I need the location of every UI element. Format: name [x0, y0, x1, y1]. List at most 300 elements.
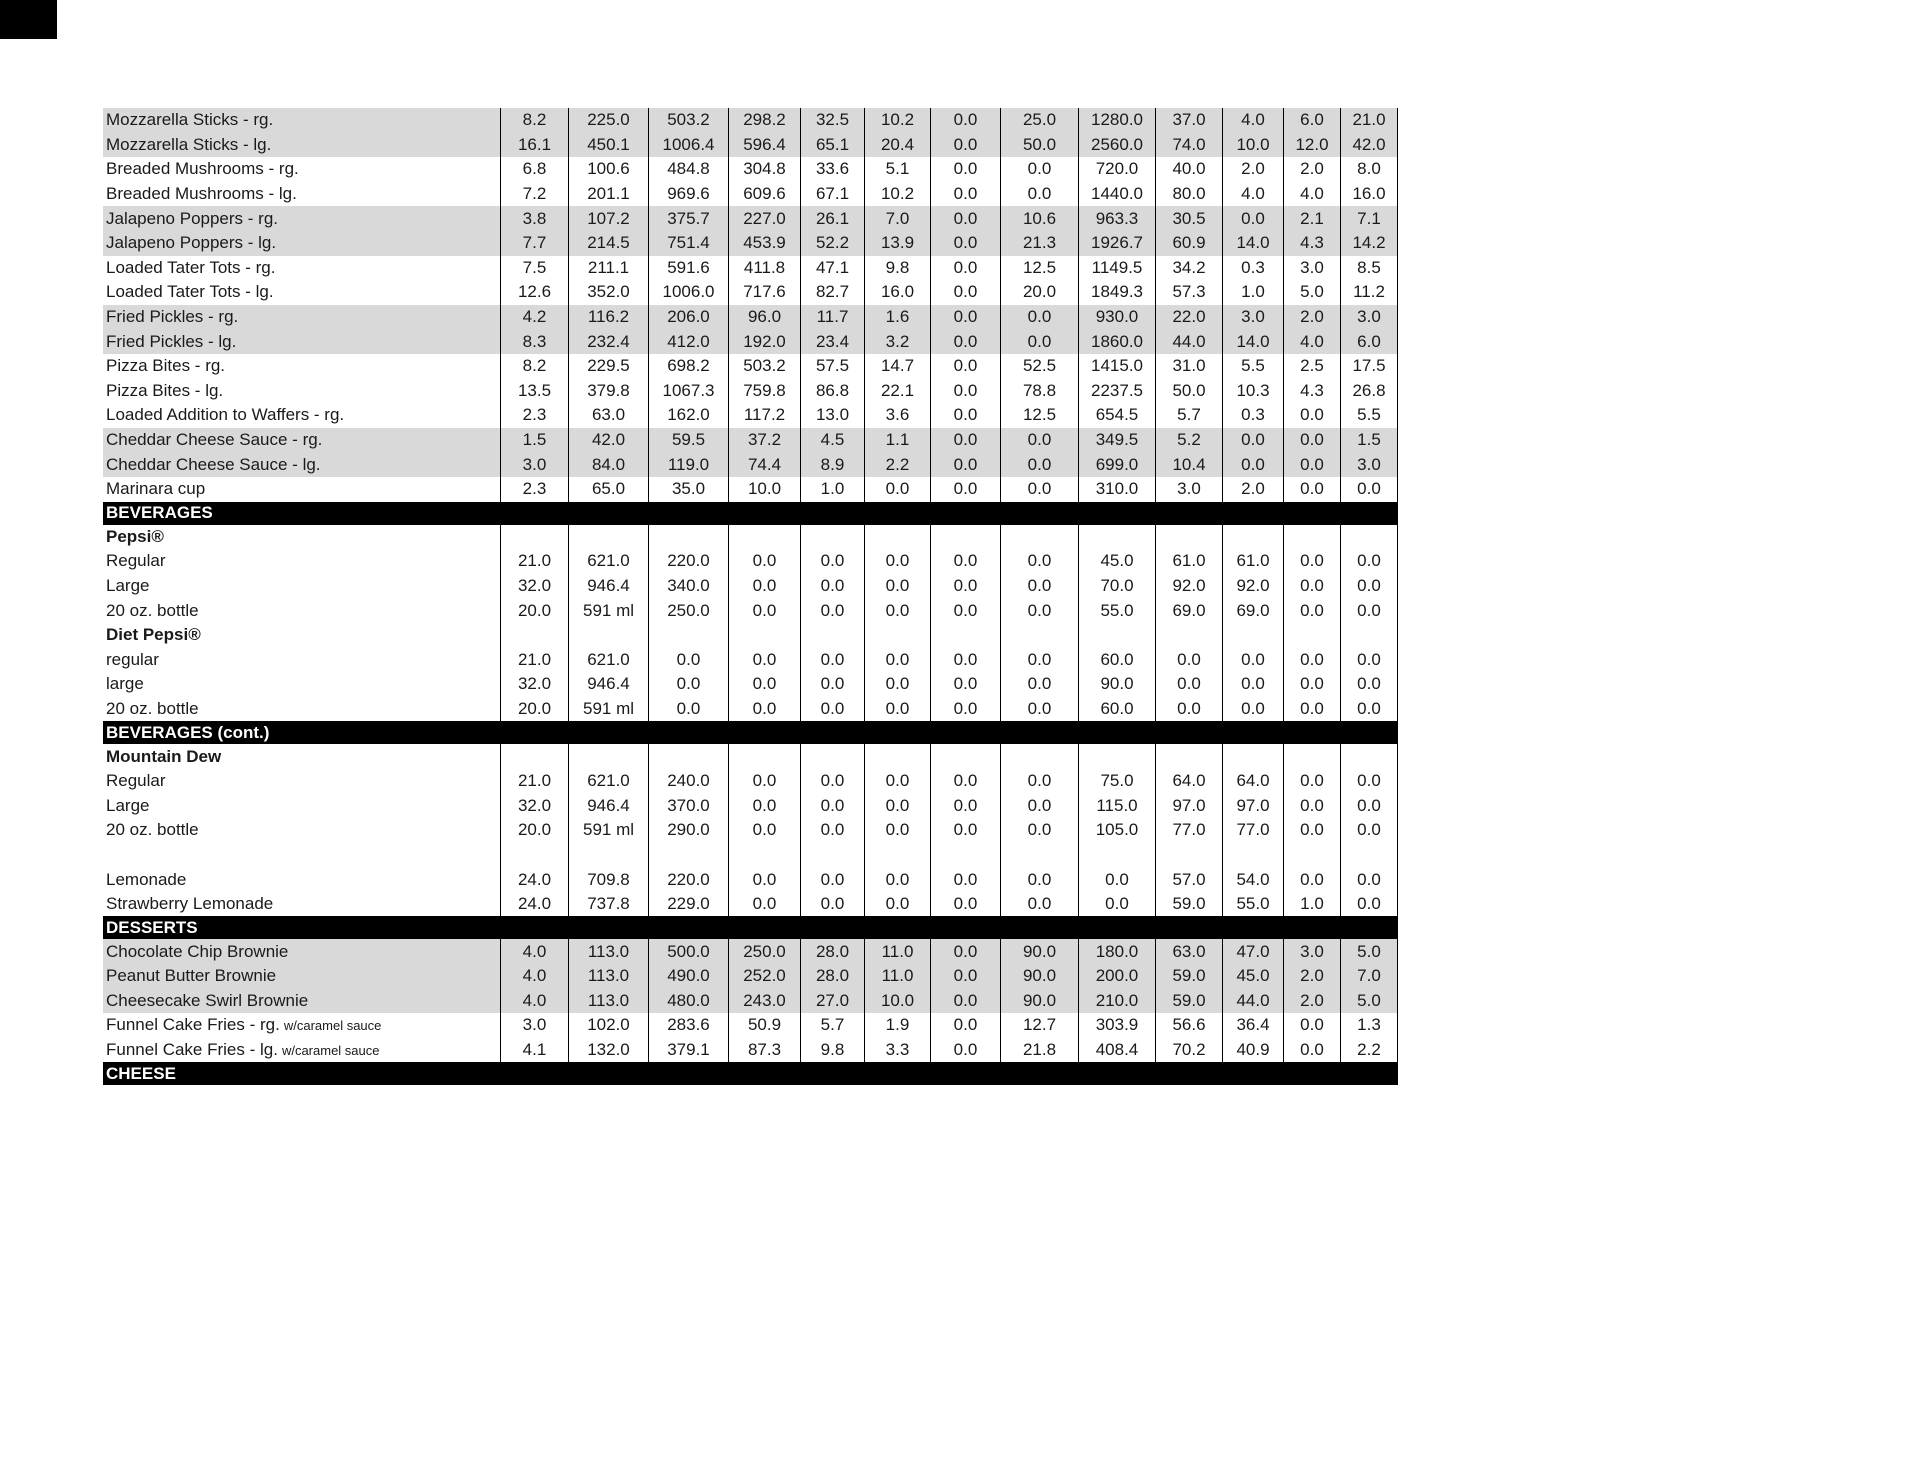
value-cell: 0.0	[930, 549, 1000, 574]
value-cell: 450.1	[568, 133, 648, 158]
value-cell: 0.0	[648, 697, 728, 722]
value-cell	[1078, 744, 1155, 769]
value-cell: 0.0	[1000, 157, 1078, 182]
value-cell: 0.0	[1340, 818, 1398, 843]
value-cell: 1849.3	[1078, 280, 1155, 305]
item-name-note: w/caramel sauce	[283, 1017, 382, 1033]
value-cell: 0.0	[1222, 647, 1283, 672]
value-cell: 4.0	[1283, 182, 1340, 207]
value-cell	[1078, 623, 1155, 648]
value-cell: 24.0	[500, 892, 568, 917]
value-cell: 0.0	[930, 598, 1000, 623]
value-cell: 105.0	[1078, 818, 1155, 843]
value-cell: 0.0	[1340, 477, 1398, 502]
value-cell: 290.0	[648, 818, 728, 843]
value-cell: 22.1	[864, 379, 930, 404]
value-cell: 4.0	[1222, 108, 1283, 133]
value-cell: 60.0	[1078, 697, 1155, 722]
value-cell: 946.4	[568, 574, 648, 599]
value-cell: 24.0	[500, 867, 568, 892]
value-cell	[1340, 744, 1398, 769]
value-cell: 220.0	[648, 549, 728, 574]
value-cell: 500.0	[648, 939, 728, 964]
value-cell: 298.2	[728, 108, 800, 133]
value-cell: 90.0	[1000, 989, 1078, 1014]
value-cell: 0.0	[864, 892, 930, 917]
value-cell: 0.0	[1000, 647, 1078, 672]
value-cell: 2.0	[1283, 989, 1340, 1014]
item-name: 20 oz. bottle	[106, 698, 199, 718]
value-cell	[1000, 744, 1078, 769]
item-name-cell	[103, 1013, 500, 1038]
item-name: Jalapeno Poppers - lg.	[106, 233, 277, 253]
value-cell: 304.8	[728, 157, 800, 182]
value-cell: 0.0	[728, 793, 800, 818]
table-row	[103, 769, 1398, 794]
value-cell: 3.0	[1283, 256, 1340, 281]
value-cell: 621.0	[568, 647, 648, 672]
value-cell: 82.7	[800, 280, 864, 305]
value-cell: 11.7	[800, 305, 864, 330]
value-cell: 4.0	[500, 964, 568, 989]
value-cell: 0.0	[930, 867, 1000, 892]
value-cell: 2.5	[1283, 354, 1340, 379]
value-cell	[1340, 623, 1398, 648]
value-cell: 59.5	[648, 428, 728, 453]
value-cell: 28.0	[800, 939, 864, 964]
item-name-cell	[103, 598, 500, 623]
table-row	[103, 182, 1398, 207]
item-name-cell	[103, 964, 500, 989]
value-cell: 0.0	[1283, 867, 1340, 892]
value-cell: 0.0	[930, 452, 1000, 477]
table-row	[103, 793, 1398, 818]
value-cell: 20.0	[1000, 280, 1078, 305]
value-cell: 5.7	[800, 1013, 864, 1038]
value-cell: 0.0	[728, 647, 800, 672]
value-cell: 0.0	[648, 647, 728, 672]
value-cell: 21.0	[500, 647, 568, 672]
value-cell: 1067.3	[648, 379, 728, 404]
value-cell: 2.2	[864, 452, 930, 477]
value-cell: 0.0	[930, 1013, 1000, 1038]
value-cell: 0.0	[1340, 892, 1398, 917]
value-cell: 0.0	[864, 574, 930, 599]
value-cell: 36.4	[1222, 1013, 1283, 1038]
value-cell	[930, 744, 1000, 769]
value-cell: 0.0	[1340, 867, 1398, 892]
value-cell: 0.0	[1000, 672, 1078, 697]
value-cell: 107.2	[568, 206, 648, 231]
value-cell: 47.0	[1222, 939, 1283, 964]
value-cell: 1440.0	[1078, 182, 1155, 207]
value-cell: 946.4	[568, 672, 648, 697]
value-cell: 1.6	[864, 305, 930, 330]
item-name: Peanut Butter Brownie	[106, 966, 277, 986]
item-name: Breaded Mushrooms - rg.	[106, 159, 299, 179]
item-name: Fried Pickles - rg.	[106, 307, 239, 327]
item-name-cell	[103, 354, 500, 379]
value-cell	[728, 623, 800, 648]
value-cell: 379.1	[648, 1038, 728, 1063]
value-cell: 654.5	[1078, 403, 1155, 428]
value-cell: 0.0	[728, 867, 800, 892]
section-header-beverages-cont	[103, 721, 1398, 744]
value-cell	[864, 843, 930, 868]
value-cell: 113.0	[568, 939, 648, 964]
value-cell: 4.1	[500, 1038, 568, 1063]
value-cell: 2.2	[1340, 1038, 1398, 1063]
value-cell: 65.1	[800, 133, 864, 158]
value-cell: 84.0	[568, 452, 648, 477]
item-name-cell	[103, 744, 500, 769]
value-cell: 35.0	[648, 477, 728, 502]
value-cell: 22.0	[1155, 305, 1222, 330]
value-cell: 1006.4	[648, 133, 728, 158]
item-name-cell	[103, 280, 500, 305]
section-header-label: DESSERTS	[106, 917, 198, 937]
value-cell: 96.0	[728, 305, 800, 330]
value-cell	[1222, 744, 1283, 769]
value-cell: 115.0	[1078, 793, 1155, 818]
value-cell: 37.2	[728, 428, 800, 453]
item-name-cell	[103, 818, 500, 843]
value-cell: 34.2	[1155, 256, 1222, 281]
value-cell: 3.0	[1222, 305, 1283, 330]
value-cell: 40.0	[1155, 157, 1222, 182]
item-name: Large	[106, 795, 150, 815]
value-cell: 0.0	[864, 647, 930, 672]
value-cell: 2.3	[500, 477, 568, 502]
value-cell: 0.0	[1283, 697, 1340, 722]
value-cell: 8.2	[500, 108, 568, 133]
table-row	[103, 256, 1398, 281]
table-row	[103, 574, 1398, 599]
value-cell: 8.0	[1340, 157, 1398, 182]
table-row	[103, 549, 1398, 574]
value-cell: 0.0	[1155, 647, 1222, 672]
value-cell	[1340, 525, 1398, 550]
value-cell: 97.0	[1155, 793, 1222, 818]
value-cell: 1.9	[864, 1013, 930, 1038]
item-name: Breaded Mushrooms - lg.	[106, 184, 297, 204]
table-row	[103, 818, 1398, 843]
value-cell: 65.0	[568, 477, 648, 502]
value-cell: 3.0	[1340, 305, 1398, 330]
value-cell: 47.1	[800, 256, 864, 281]
value-cell	[1000, 623, 1078, 648]
item-name-cell	[103, 256, 500, 281]
value-cell: 0.0	[1283, 1038, 1340, 1063]
value-cell: 5.0	[1283, 280, 1340, 305]
value-cell: 11.0	[864, 964, 930, 989]
section-header-cheese	[103, 1062, 1398, 1085]
value-cell: 113.0	[568, 964, 648, 989]
value-cell: 408.4	[1078, 1038, 1155, 1063]
value-cell	[1222, 623, 1283, 648]
value-cell	[500, 744, 568, 769]
value-cell: 0.0	[930, 939, 1000, 964]
value-cell: 32.0	[500, 793, 568, 818]
value-cell: 232.4	[568, 329, 648, 354]
value-cell: 0.0	[930, 157, 1000, 182]
table-row	[103, 452, 1398, 477]
value-cell: 31.0	[1155, 354, 1222, 379]
value-cell: 0.0	[800, 647, 864, 672]
value-cell: 3.0	[500, 452, 568, 477]
value-cell: 0.0	[800, 697, 864, 722]
table-row	[103, 598, 1398, 623]
item-name-cell	[103, 549, 500, 574]
value-cell: 32.0	[500, 672, 568, 697]
value-cell: 0.0	[1283, 793, 1340, 818]
value-cell	[1155, 623, 1222, 648]
value-cell: 7.0	[1340, 964, 1398, 989]
value-cell: 0.3	[1222, 403, 1283, 428]
value-cell: 0.0	[930, 793, 1000, 818]
value-cell: 5.2	[1155, 428, 1222, 453]
item-name-cell	[103, 379, 500, 404]
value-cell: 117.2	[728, 403, 800, 428]
value-cell: 70.2	[1155, 1038, 1222, 1063]
value-cell: 52.2	[800, 231, 864, 256]
value-cell: 946.4	[568, 793, 648, 818]
value-cell: 698.2	[648, 354, 728, 379]
item-name: Marinara cup	[106, 479, 206, 499]
value-cell: 0.0	[1000, 329, 1078, 354]
table-row	[103, 403, 1398, 428]
item-name: Jalapeno Poppers - rg.	[106, 208, 278, 228]
value-cell: 5.0	[1340, 989, 1398, 1014]
table-row	[103, 133, 1398, 158]
value-cell: 0.0	[1283, 477, 1340, 502]
value-cell: 90.0	[1078, 672, 1155, 697]
value-cell: 100.6	[568, 157, 648, 182]
value-cell: 243.0	[728, 989, 800, 1014]
item-name: Diet Pepsi®	[106, 625, 201, 645]
value-cell: 229.5	[568, 354, 648, 379]
value-cell: 6.0	[1340, 329, 1398, 354]
value-cell: 28.0	[800, 964, 864, 989]
table-row	[103, 108, 1398, 133]
value-cell: 717.6	[728, 280, 800, 305]
value-cell: 0.0	[930, 672, 1000, 697]
value-cell: 7.0	[864, 206, 930, 231]
item-name: Strawberry Lemonade	[106, 894, 274, 914]
value-cell: 5.5	[1340, 403, 1398, 428]
value-cell	[1340, 843, 1398, 868]
value-cell: 0.0	[930, 108, 1000, 133]
table-row	[103, 623, 1398, 648]
value-cell: 17.5	[1340, 354, 1398, 379]
value-cell: 180.0	[1078, 939, 1155, 964]
section-header-beverages	[103, 502, 1398, 525]
value-cell: 45.0	[1222, 964, 1283, 989]
value-cell: 3.2	[864, 329, 930, 354]
item-name: Large	[106, 575, 150, 595]
value-cell: 0.0	[1000, 182, 1078, 207]
value-cell: 1149.5	[1078, 256, 1155, 281]
value-cell: 40.9	[1222, 1038, 1283, 1063]
value-cell: 0.0	[1000, 452, 1078, 477]
value-cell: 113.0	[568, 989, 648, 1014]
value-cell	[728, 843, 800, 868]
table-row	[103, 477, 1398, 502]
value-cell: 45.0	[1078, 549, 1155, 574]
value-cell: 709.8	[568, 867, 648, 892]
value-cell	[1000, 525, 1078, 550]
value-cell: 210.0	[1078, 989, 1155, 1014]
value-cell: 0.0	[1155, 672, 1222, 697]
value-cell: 7.2	[500, 182, 568, 207]
table-row	[103, 939, 1398, 964]
value-cell: 32.5	[800, 108, 864, 133]
value-cell: 2.0	[1222, 477, 1283, 502]
value-cell: 67.1	[800, 182, 864, 207]
value-cell: 119.0	[648, 452, 728, 477]
value-cell: 11.2	[1340, 280, 1398, 305]
value-cell: 25.0	[1000, 108, 1078, 133]
value-cell: 3.0	[1340, 452, 1398, 477]
value-cell	[568, 744, 648, 769]
value-cell: 12.0	[1283, 133, 1340, 158]
value-cell: 0.0	[1283, 574, 1340, 599]
value-cell: 310.0	[1078, 477, 1155, 502]
value-cell	[728, 744, 800, 769]
item-name-cell	[103, 133, 500, 158]
value-cell	[728, 525, 800, 550]
value-cell: 0.0	[1340, 697, 1398, 722]
item-name: regular	[106, 649, 159, 669]
value-cell: 4.3	[1283, 231, 1340, 256]
value-cell: 0.0	[1222, 697, 1283, 722]
value-cell: 0.0	[930, 354, 1000, 379]
section-header-label: BEVERAGES (cont.)	[106, 722, 270, 742]
value-cell: 56.6	[1155, 1013, 1222, 1038]
value-cell: 116.2	[568, 305, 648, 330]
value-cell: 200.0	[1078, 964, 1155, 989]
value-cell: 9.8	[864, 256, 930, 281]
value-cell: 59.0	[1155, 964, 1222, 989]
value-cell: 969.6	[648, 182, 728, 207]
item-name: Pizza Bites - lg.	[106, 380, 224, 400]
item-name-cell	[103, 329, 500, 354]
value-cell	[1222, 843, 1283, 868]
item-name: Regular	[106, 551, 166, 571]
value-cell: 0.0	[1000, 867, 1078, 892]
value-cell: 21.0	[500, 769, 568, 794]
value-cell: 225.0	[568, 108, 648, 133]
table-row	[103, 525, 1398, 550]
value-cell	[1078, 525, 1155, 550]
value-cell: 6.8	[500, 157, 568, 182]
value-cell: 59.0	[1155, 989, 1222, 1014]
value-cell: 0.0	[1222, 672, 1283, 697]
value-cell: 0.0	[800, 672, 864, 697]
value-cell: 0.0	[1155, 697, 1222, 722]
value-cell: 0.0	[930, 574, 1000, 599]
value-cell: 0.0	[1340, 769, 1398, 794]
value-cell: 720.0	[1078, 157, 1155, 182]
value-cell: 74.0	[1155, 133, 1222, 158]
item-name: 20 oz. bottle	[106, 820, 199, 840]
value-cell: 2.3	[500, 403, 568, 428]
value-cell: 78.8	[1000, 379, 1078, 404]
item-name: Fried Pickles - lg.	[106, 331, 237, 351]
item-name: Regular	[106, 771, 166, 791]
table-row	[103, 867, 1398, 892]
value-cell: 0.0	[864, 598, 930, 623]
table-row	[103, 305, 1398, 330]
value-cell: 14.0	[1222, 329, 1283, 354]
value-cell: 206.0	[648, 305, 728, 330]
value-cell: 0.0	[1222, 206, 1283, 231]
item-name: 20 oz. bottle	[106, 600, 199, 620]
value-cell: 0.0	[1283, 769, 1340, 794]
value-cell: 0.0	[728, 892, 800, 917]
value-cell	[864, 744, 930, 769]
value-cell: 0.0	[1000, 793, 1078, 818]
value-cell: 12.5	[1000, 403, 1078, 428]
value-cell	[1283, 744, 1340, 769]
value-cell	[648, 744, 728, 769]
nutrition-table	[103, 108, 1398, 1085]
value-cell: 20.0	[500, 697, 568, 722]
value-cell: 0.0	[930, 647, 1000, 672]
value-cell: 0.0	[1340, 793, 1398, 818]
value-cell: 759.8	[728, 379, 800, 404]
value-cell: 0.0	[930, 477, 1000, 502]
value-cell: 69.0	[1155, 598, 1222, 623]
item-name-cell	[103, 477, 500, 502]
value-cell: 0.0	[1000, 769, 1078, 794]
table-row	[103, 1038, 1398, 1063]
item-name-cell	[103, 892, 500, 917]
item-name: Mountain Dew	[106, 746, 222, 766]
value-cell: 0.0	[1000, 892, 1078, 917]
value-cell: 591.6	[648, 256, 728, 281]
value-cell: 0.0	[1222, 452, 1283, 477]
item-name-cell	[103, 452, 500, 477]
value-cell: 21.0	[1340, 108, 1398, 133]
value-cell	[1222, 525, 1283, 550]
value-cell: 4.5	[800, 428, 864, 453]
value-cell: 0.0	[864, 867, 930, 892]
table-row	[103, 157, 1398, 182]
value-cell: 0.0	[930, 697, 1000, 722]
value-cell: 0.0	[800, 549, 864, 574]
value-cell: 375.7	[648, 206, 728, 231]
item-name-cell	[103, 428, 500, 453]
value-cell: 8.5	[1340, 256, 1398, 281]
value-cell: 0.0	[800, 892, 864, 917]
value-cell	[648, 525, 728, 550]
value-cell: 1280.0	[1078, 108, 1155, 133]
item-name: Mozzarella Sticks - rg.	[106, 110, 274, 130]
value-cell	[1283, 525, 1340, 550]
value-cell	[1078, 843, 1155, 868]
value-cell: 162.0	[648, 403, 728, 428]
value-cell: 0.0	[864, 672, 930, 697]
value-cell: 12.7	[1000, 1013, 1078, 1038]
value-cell: 21.0	[500, 549, 568, 574]
value-cell: 412.0	[648, 329, 728, 354]
item-name-cell	[103, 525, 500, 550]
value-cell	[568, 525, 648, 550]
value-cell: 10.2	[864, 108, 930, 133]
value-cell: 42.0	[1340, 133, 1398, 158]
value-cell: 1.0	[800, 477, 864, 502]
